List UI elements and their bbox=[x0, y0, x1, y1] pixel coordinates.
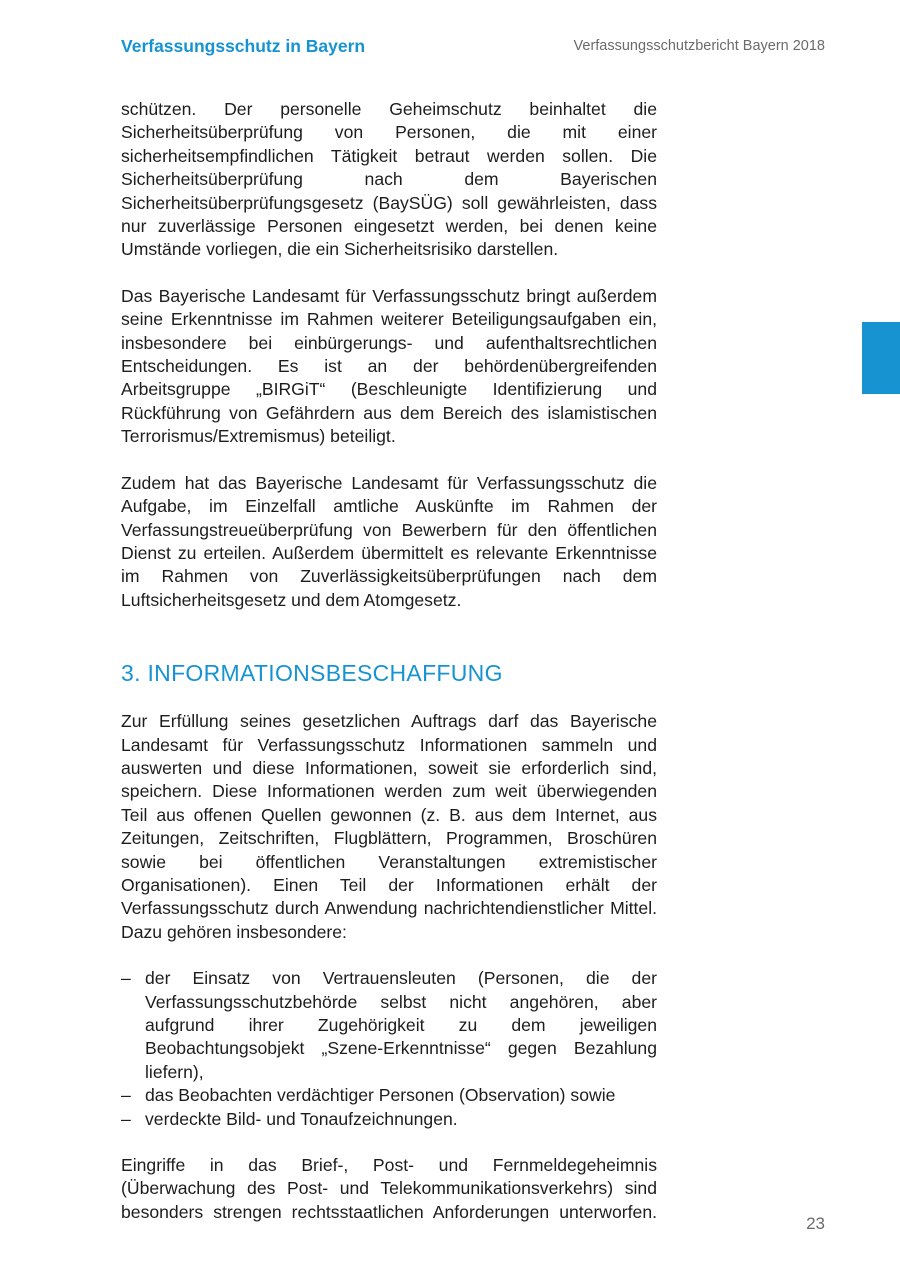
list-item-text: der Einsatz von Vertrauensleuten (Personen, die der Verfassungsschutzbehörde selbst nicht angehören, aber aufgrund ihrer Zugehörigkeit zu dem jeweiligen Beobachtungsobjekt „Szene-Erkenntnisse“ gegen Bezahlung liefern), bbox=[145, 968, 657, 1082]
main-content bbox=[121, 98, 657, 1224]
header-report-title: Verfassungsschutzbericht Bayern 2018 bbox=[573, 38, 825, 54]
list-item-text: verdeckte Bild- und Tonaufzeichnungen. bbox=[145, 1108, 458, 1129]
means-list bbox=[121, 967, 657, 1131]
list-item-text: das Beobachten verdächtiger Personen (Observation) sowie bbox=[145, 1085, 616, 1106]
list-item bbox=[121, 1084, 657, 1107]
list-dash: – bbox=[121, 1085, 131, 1106]
paragraph-auskuenfte: Zudem hat das Bayerische Landesamt für Verfassungsschutz die Aufgabe, im Einzelfall amtliche Auskünfte im Rahmen der Verfassungstreueüberprüfung von Bewerbern für den öffentlichen Dienst zu erteilen. Außerdem übermittelt es relevante Erkenntnisse im Rahmen von Zuverlässigkeitsüberprüfungen nach dem Luftsicherheitsgesetz und dem Atomgesetz. bbox=[121, 472, 657, 610]
header-chapter-title: Verfassungsschutz in Bayern bbox=[121, 36, 366, 56]
section-heading: 3. INFORMATIONSBESCHAFFUNG bbox=[121, 660, 503, 687]
page-header bbox=[121, 36, 825, 60]
list-item bbox=[121, 967, 657, 1084]
list-dash: – bbox=[121, 1108, 131, 1129]
paragraph-beteiligungsaufgaben: Das Bayerische Landesamt für Verfassungsschutz bringt außerdem seine Erkenntnisse im Rahmen weiterer Beteiligungsaufgaben ein, insbesondere bei einbürgerungs- und aufenthaltsrechtlichen Entscheidungen. Es ist an der behördenübergreifenden Arbeitsgruppe „BIRGiT“ (Beschleunigte Identifizierung und Rückführung von Gefährdern aus dem Bereich des islamistischen Terrorismus/Extremismus) beteiligt. bbox=[121, 285, 657, 447]
page-number: 23 bbox=[806, 1214, 825, 1233]
chapter-tab-marker bbox=[862, 322, 900, 394]
list-item bbox=[121, 1108, 657, 1131]
paragraph-eingriffe: Eingriffe in das Brief-, Post- und Fernmeldegeheimnis (Überwachung des Post- und Telekommunikationsverkehrs) sind besonders strengen rechtsstaatlichen Anforderungen unterworfen. bbox=[121, 1155, 657, 1222]
paragraph-informationsbeschaffung: Zur Erfüllung seines gesetzlichen Auftrags darf das Bayerische Landesamt für Verfassungsschutz Informationen sammeln und auswerten und diese Informationen, soweit sie erforderlich sind, speichern. Diese Informationen werden zum weit überwiegenden Teil aus offenen Quellen gewonnen (z. B. aus dem Internet, aus Zeitungen, Zeitschriften, Flugblättern, Programmen, Broschüren sowie bei öffentlichen Veranstaltungen extremistischer Organisationen). Einen Teil der Informationen erhält der Verfassungsschutz durch Anwendung nachrichtendienstlicher Mittel. Dazu gehören insbesondere: bbox=[121, 711, 657, 942]
paragraph-geheimschutz: schützen. Der personelle Geheimschutz beinhaltet die Sicherheitsüberprüfung von Personen, die mit einer sicherheitsempfindlichen Tätigkeit betraut werden sollen. Die Sicherheitsüberprüfung nach dem Bayerischen Sicherheitsüberprüfungsgesetz (BaySÜG) soll gewährleisten, dass nur zuverlässige Personen eingesetzt werden, bei denen keine Umstände vorliegen, die ein Sicherheitsrisiko darstellen. bbox=[121, 99, 657, 260]
list-dash: – bbox=[121, 968, 131, 989]
